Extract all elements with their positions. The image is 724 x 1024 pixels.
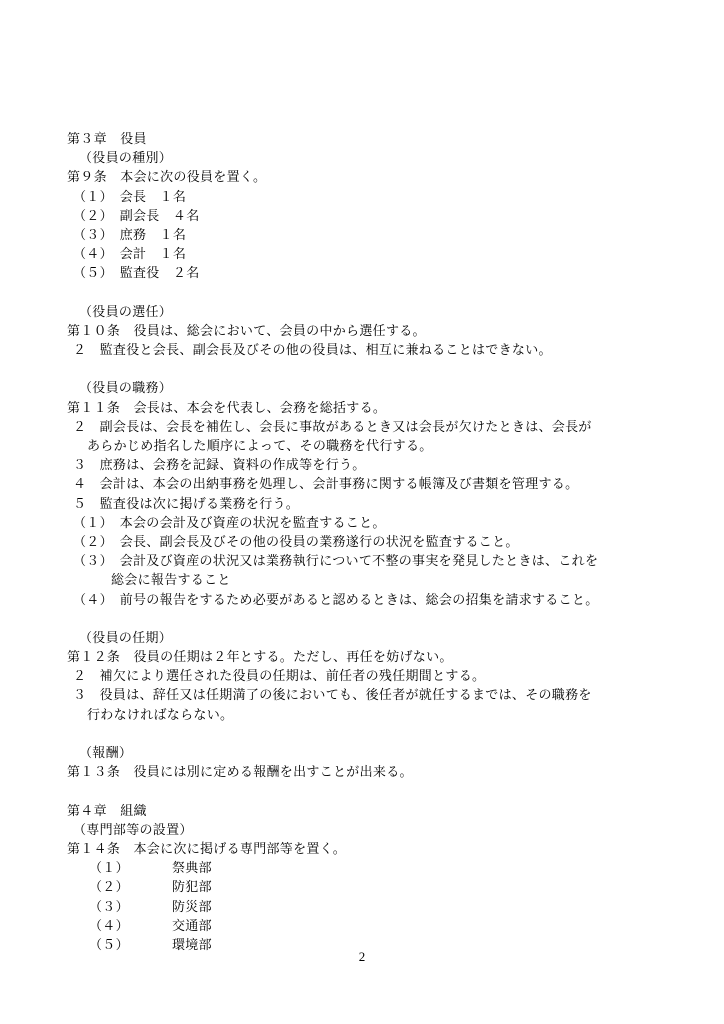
list-item: （１） 会長 １名: [73, 189, 187, 205]
chapter-title: 第３章 役員: [67, 132, 147, 147]
article-caption: （役員の任期）: [79, 630, 173, 646]
article-caption: （専門部等の設置）: [73, 822, 193, 838]
list-item-continuation: 総会に報告すること: [111, 573, 231, 589]
department-number: （５）: [89, 937, 129, 953]
department-number: （２）: [89, 880, 129, 896]
department-item: [67, 859, 667, 878]
article-caption: （役員の職務）: [79, 381, 173, 397]
list-item: （３） 会計及び資産の状況又は業務執行について不整の事実を発見したときは、これを: [73, 554, 599, 570]
page-number: 2: [358, 949, 366, 964]
list-item: （５） 監査役 ２名: [73, 266, 200, 282]
article-text: 第１２条 役員の任期は２年とする。ただし、再任を妨げない。: [67, 650, 453, 666]
department-name: 防災部: [172, 899, 212, 915]
paragraph: ２ 副会長は、会長を補佐し、会長に事故があるとき又は会長が欠けたときは、会長が: [73, 419, 592, 435]
department-item: [67, 898, 667, 917]
list-item: （４） 会計 １名: [73, 247, 187, 263]
paragraph: ５ 監査役は次に掲げる業務を行う。: [73, 496, 300, 512]
department-name: 祭典部: [172, 861, 212, 877]
article-text: 第９条 本会に次の役員を置く。: [67, 170, 267, 186]
list-item: （２） 副会長 ４名: [73, 208, 200, 224]
paragraph: ２ 補欠により選任された役員の任期は、前任者の残任期間とする。: [73, 669, 486, 685]
department-number: （１）: [89, 861, 129, 877]
paragraph-continuation: あらかじめ指名した順序によって、その職務を代行する。: [87, 439, 433, 454]
department-number: （３）: [89, 899, 129, 915]
chapter-title: 第４章 組織: [67, 803, 147, 819]
article-text: 第１１条 会長は、本会を代表し、会務を総括する。: [67, 400, 387, 416]
article-caption: （報酬）: [79, 746, 133, 761]
list-item: （３） 庶務 １名: [73, 227, 187, 243]
article-text: 第１４条 本会に次に掲げる専門部等を置く。: [67, 841, 347, 857]
list-item: （４） 前号の報告をするため必要があると認めるときは、総会の招集を請求すること。: [73, 592, 599, 608]
document-body: [67, 130, 667, 955]
department-name: 環境部: [172, 937, 212, 953]
paragraph: ４ 会計は、本会の出納事務を処理し、会計事務に関する帳簿及び書類を管理する。: [73, 477, 579, 493]
article-text: 第１０条 役員は、総会において、会員の中から選任する。: [67, 323, 426, 339]
paragraph-continuation: 行わなければならない。: [87, 707, 234, 723]
article-caption: （役員の種別）: [79, 151, 173, 167]
department-number: （４）: [89, 918, 129, 934]
list-item: （２） 会長、副会長及びその他の役員の業務遂行の状況を監査すること。: [73, 534, 519, 550]
list-item: （１） 本会の会計及び資産の状況を監査すること。: [73, 515, 386, 531]
paragraph: ３ 役員は、辞任又は任期満了の後においても、後任者が就任するまでは、その職務を: [73, 688, 592, 704]
paragraph: ２ 監査役と会長、副会長及びその他の役員は、相互に兼ねることはできない。: [73, 343, 552, 359]
department-name: 防犯部: [172, 880, 212, 896]
article-caption: （役員の選任）: [79, 304, 173, 320]
department-item: [67, 917, 667, 936]
article-text: 第１３条 役員には別に定める報酬を出すことが出来る。: [67, 765, 413, 781]
paragraph: ３ 庶務は、会務を記録、資料の作成等を行う。: [73, 458, 366, 474]
department-item: [67, 878, 667, 897]
department-name: 交通部: [172, 918, 212, 934]
